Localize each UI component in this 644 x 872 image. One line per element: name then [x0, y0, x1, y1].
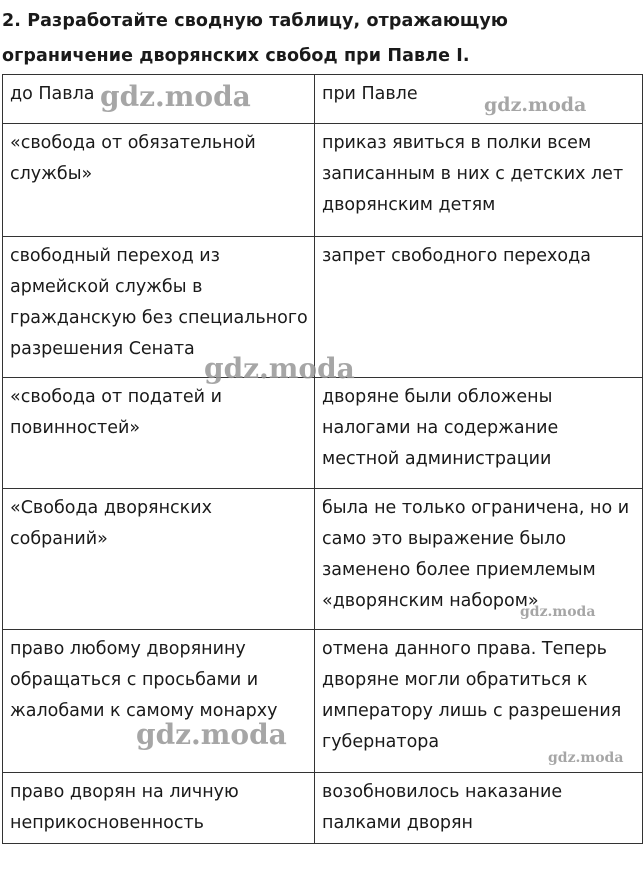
- cell-after: была не только ограничена, но и само это выражение было заменено более приемлемым «дворянским набором»: [315, 489, 643, 630]
- cell-before: свободный переход из армейской службы в гражданскую без специального разрешения Сената: [3, 237, 315, 378]
- table-row: [3, 378, 643, 489]
- cell-before: «Свобода дворянских собраний»: [3, 489, 315, 630]
- table-row: [3, 489, 643, 630]
- cell-after: запрет свободного перехода: [315, 237, 643, 378]
- cell-after: дворяне были обложены налогами на содержание местной администрации: [315, 378, 643, 489]
- cell-after: возобновилось наказание палками дворян: [315, 773, 643, 844]
- comparison-table: [2, 74, 643, 844]
- table-row: [3, 237, 643, 378]
- cell-before: «свобода от обязательной службы»: [3, 124, 315, 237]
- cell-after: приказ явиться в полки всем записанным в них с детских лет дворянским детям: [315, 124, 643, 237]
- header-after: при Павле: [315, 75, 643, 124]
- watermark-logo: gdz.moda: [100, 80, 251, 113]
- table-row: [3, 630, 643, 773]
- table-row: [3, 773, 643, 844]
- cell-before: право любому дворянину обращаться с просьбами и жалобами к самому монарху: [3, 630, 315, 773]
- task-title: 2. Разработайте сводную таблицу, отражающую ограничение дворянских свобод при Павле I.: [2, 11, 508, 66]
- watermark-logo: gdz.moda: [204, 352, 355, 385]
- cell-after: отмена данного права. Теперь дворяне могли обратиться к императору лишь с разрешения губернатора: [315, 630, 643, 773]
- cell-before: право дворян на личную неприкосновенность: [3, 773, 315, 844]
- table-row: [3, 124, 643, 237]
- watermark-logo: gdz.moda: [136, 718, 287, 751]
- table-header-row: [3, 75, 643, 124]
- watermark-logo: gdz.moda: [484, 94, 587, 116]
- watermark-logo: gdz.moda: [520, 604, 596, 620]
- watermark-logo: gdz.moda: [548, 750, 624, 766]
- cell-before: «свобода от податей и повинностей»: [3, 378, 315, 489]
- header-before: до Павла: [3, 75, 315, 124]
